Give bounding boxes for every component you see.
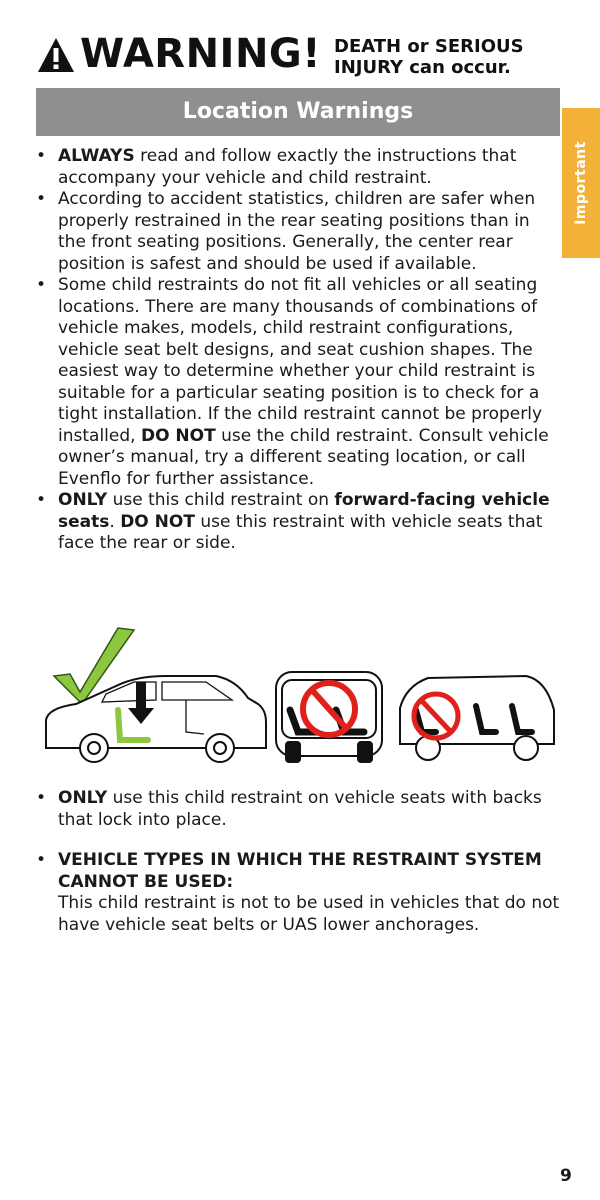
- bullet-emphasis: DO NOT: [120, 511, 195, 532]
- bullet-text: use this child restraint on vehicle seats with backs that lock into place.: [58, 788, 542, 830]
- bullet-emphasis: forward-facing vehicle seats: [58, 490, 550, 532]
- page-number: 9: [560, 1166, 572, 1186]
- bullet-text: Some child restraints do not fit all vehicles or all seating locations. There are many thousands of combinations of vehicle makes, models, child restraint configurations, vehicle seat belt designs, and seat cushion shapes. The easiest way to determine whether your child restraint is suitable for a particular seating position is to check for a tight installation. If the child restraint cannot be properly installed,: [58, 275, 543, 446]
- warning-header: [36, 28, 556, 84]
- bullet-text: use this child restraint on: [107, 490, 335, 510]
- bullet-heading: • VEHICLE TYPES IN WHICH THE RESTRAINT SYSTEM CANNOT BE USED:: [58, 850, 542, 892]
- section-title: Location Warnings: [36, 88, 560, 136]
- list-item: [36, 146, 560, 189]
- warning-list-2: [36, 788, 560, 955]
- bullet-text: use the child restraint. Consult vehicle owner’s manual, try a different seating location, or call Evenflo for further assistance.: [58, 425, 549, 489]
- list-item: [36, 275, 560, 490]
- bullet-text: According to accident statistics, children are safer when properly restrained in the rear seating positions than in the front seating positions. Generally, the center rear position is safest and should be used if available.: [58, 189, 536, 274]
- bullet-text: use this restraint with vehicle seats that face the rear or side.: [58, 511, 543, 553]
- bullet-text: This child restraint is not to be used in vehicles that do not have vehicle seat belts or UAS lower anchorages.: [58, 893, 560, 935]
- list-item: [36, 788, 560, 831]
- bullet-text: .: [109, 511, 121, 532]
- warning-subtitle-line-1: DEATH or SERIOUS: [334, 36, 524, 57]
- bullet-lead: ALWAYS: [58, 146, 135, 166]
- list-item: [36, 490, 560, 555]
- bullet-text: read and follow exactly the instructions that accompany your vehicle and child restraint.: [58, 146, 517, 188]
- warning-subtitle-line-2: INJURY can occur.: [334, 57, 511, 78]
- list-item: [36, 189, 560, 275]
- list-item: [36, 850, 560, 936]
- seating-illustration: [36, 624, 560, 784]
- side-tab: [562, 108, 600, 258]
- warning-subtitle: [334, 36, 524, 78]
- bullet-lead: ONLY: [58, 490, 108, 510]
- side-tab-label: Important: [573, 141, 589, 225]
- warning-title: WARNING!: [80, 31, 321, 77]
- bullet-lead: ONLY: [58, 788, 108, 808]
- warning-list: [36, 146, 560, 555]
- bullet-emphasis: DO NOT: [140, 425, 216, 446]
- warning-triangle-icon: [36, 36, 76, 74]
